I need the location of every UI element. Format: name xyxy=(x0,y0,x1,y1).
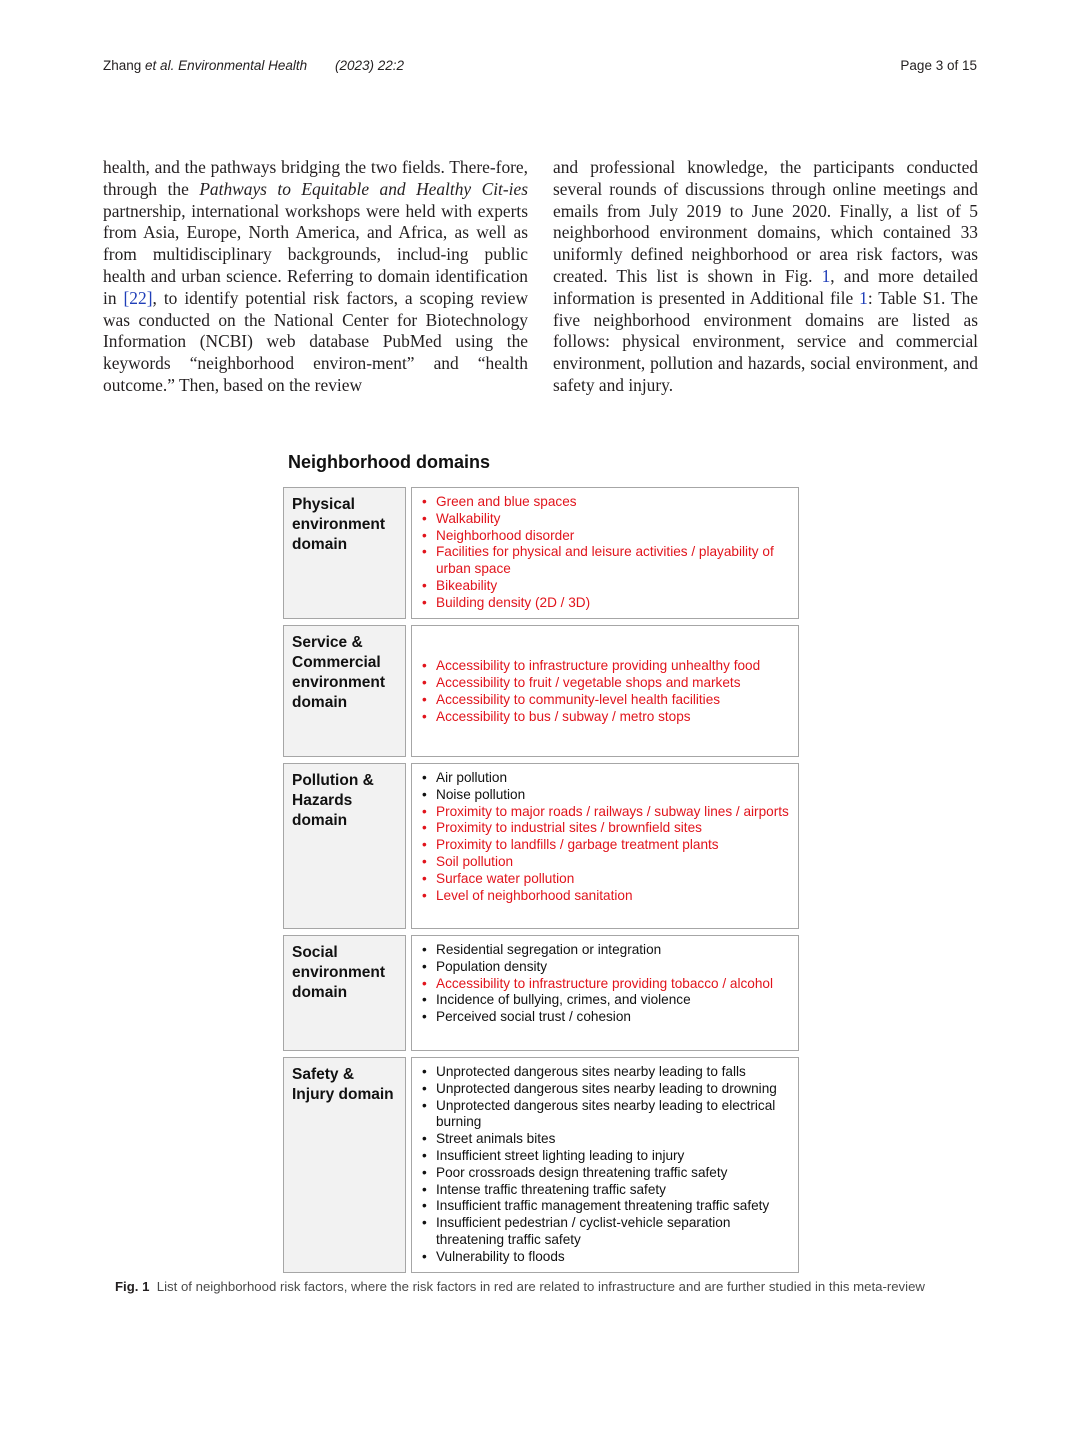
risk-factor-item: • Population density xyxy=(420,959,790,976)
text-run: partnership, international workshops were held with experts from Asia, Europe, North America, and Africa, as well as from multidisciplinary backgrounds, includ-ing public health and urban science. Referring to domain identification in xyxy=(103,200,528,308)
risk-factor-item: • Level of neighborhood sanitation xyxy=(420,888,790,905)
domain-row-service-commercial xyxy=(283,625,799,757)
risk-factor-list xyxy=(411,935,799,1051)
text-run: , and more detailed information is presented in Additional file xyxy=(553,265,978,308)
risk-factor-list xyxy=(411,625,799,757)
domain-label: Social environment domain xyxy=(283,935,406,1051)
risk-factor-list xyxy=(411,487,799,619)
domain-label: Physical environment domain xyxy=(283,487,406,619)
text-run: , to identify potential risk factors, a scoping review was conducted on the National Center for Biotechnology Information (NCBI) web database PubMed using the keywords “neighborhood environ-ment” and “health outcome.” Then, based on the review xyxy=(103,287,529,395)
risk-factor-item: • Street animals bites xyxy=(420,1131,790,1148)
risk-factor-item: • Accessibility to community-level health facilities xyxy=(420,692,790,709)
risk-factor-item: • Unprotected dangerous sites nearby leading to falls xyxy=(420,1064,790,1081)
risk-factor-item: • Accessibility to infrastructure providing unhealthy food xyxy=(420,658,790,675)
domain-row-physical xyxy=(283,487,799,619)
paragraph-right xyxy=(553,157,978,397)
risk-factor-item: • Accessibility to bus / subway / metro stops xyxy=(420,709,790,726)
risk-factor-item: • Surface water pollution xyxy=(420,871,790,888)
risk-factor-list xyxy=(411,1057,799,1273)
header-year: (2023) 22:2 xyxy=(335,58,405,73)
caption-text: List of neighborhood risk factors, where the risk factors in red are related to infrastructure and are further studied in this meta-review xyxy=(156,1279,925,1294)
risk-factor-item: • Insufficient street lighting leading to injury xyxy=(420,1148,790,1165)
paragraph-left xyxy=(103,157,528,397)
caption-label: Fig. 1 xyxy=(115,1279,150,1294)
risk-factor-item: • Accessibility to fruit / vegetable shops and markets xyxy=(420,675,790,692)
text-run: : Table S1. The five neighborhood environment domains are listed as follows: physical environment, service and commercial environment, pollution and hazards, social environment, and safety and injury. xyxy=(553,287,978,395)
risk-factor-item: • Perceived social trust / cohesion xyxy=(420,1009,790,1026)
citation-link-22[interactable]: [22] xyxy=(123,287,153,308)
figure-link-1[interactable]: 1 xyxy=(821,265,831,286)
text-run: health, and the pathways bridging the two fields. There-fore, through the xyxy=(103,157,528,199)
risk-factor-item: • Unprotected dangerous sites nearby leading to drowning xyxy=(420,1081,790,1098)
domain-label: Safety & Injury domain xyxy=(283,1057,406,1273)
header-author: Zhang xyxy=(103,58,142,73)
header-page-number: Page 3 of 15 xyxy=(900,58,977,73)
risk-factor-item: • Neighborhood disorder xyxy=(420,528,790,545)
risk-factor-list xyxy=(411,763,799,929)
risk-factor-item: • Insufficient traffic management threatening traffic safety xyxy=(420,1198,790,1215)
running-header-citation xyxy=(103,58,307,73)
risk-factor-item: • Noise pollution xyxy=(420,787,790,804)
body-column-left xyxy=(103,157,528,397)
domain-label: Service & Commercial environment domain xyxy=(283,625,406,757)
domain-row-safety-injury xyxy=(283,1057,799,1273)
risk-factor-item: • Green and blue spaces xyxy=(420,494,790,511)
text-italic-run: Pathways to Equitable and Healthy Cit-ies xyxy=(199,178,528,199)
header-etal: et al. xyxy=(145,58,175,73)
risk-factor-item: • Proximity to major roads / railways / subway lines / airports xyxy=(420,804,790,821)
risk-factor-item: • Poor crossroads design threatening traffic safety xyxy=(420,1165,790,1182)
risk-factor-item: • Proximity to industrial sites / brownfield sites xyxy=(420,820,790,837)
risk-factor-item: • Accessibility to infrastructure providing tobacco / alcohol xyxy=(420,976,790,993)
risk-factor-item: • Bikeability xyxy=(420,578,790,595)
risk-factor-item: • Insufficient pedestrian / cyclist-vehicle separation threatening traffic safety xyxy=(420,1215,790,1249)
risk-factor-item: • Unprotected dangerous sites nearby leading to electrical burning xyxy=(420,1098,790,1132)
risk-factor-item: • Facilities for physical and leisure activities / playability of urban space xyxy=(420,544,790,578)
domain-label: Pollution & Hazards domain xyxy=(283,763,406,929)
risk-factor-item: • Incidence of bullying, crimes, and violence xyxy=(420,992,790,1009)
domain-row-social xyxy=(283,935,799,1051)
risk-factor-item: • Vulnerability to floods xyxy=(420,1249,790,1266)
text-run: and professional knowledge, the participants conducted several rounds of discussions through online meetings and emails from July 2019 to June 2020. Finally, a list of 5 neighborhood environment domains, which contained 33 uniformly defined neighborhood or area risk factors, was created. This list is shown in Fig. xyxy=(553,157,978,286)
figure-caption xyxy=(115,1279,925,1294)
figure-title: Neighborhood domains xyxy=(288,452,490,472)
risk-factor-item: • Residential segregation or integration xyxy=(420,942,790,959)
risk-factor-item: • Air pollution xyxy=(420,770,790,787)
risk-factor-item: • Building density (2D / 3D) xyxy=(420,595,790,612)
body-column-right xyxy=(553,157,978,397)
risk-factor-item: • Proximity to landfills / garbage treatment plants xyxy=(420,837,790,854)
risk-factor-item: • Soil pollution xyxy=(420,854,790,871)
header-journal: Environmental Health xyxy=(178,58,308,73)
additional-file-link-1[interactable]: 1 xyxy=(859,287,868,308)
risk-factor-item: • Walkability xyxy=(420,511,790,528)
risk-factor-item: • Intense traffic threatening traffic safety xyxy=(420,1182,790,1199)
domain-row-pollution-hazards xyxy=(283,763,799,929)
